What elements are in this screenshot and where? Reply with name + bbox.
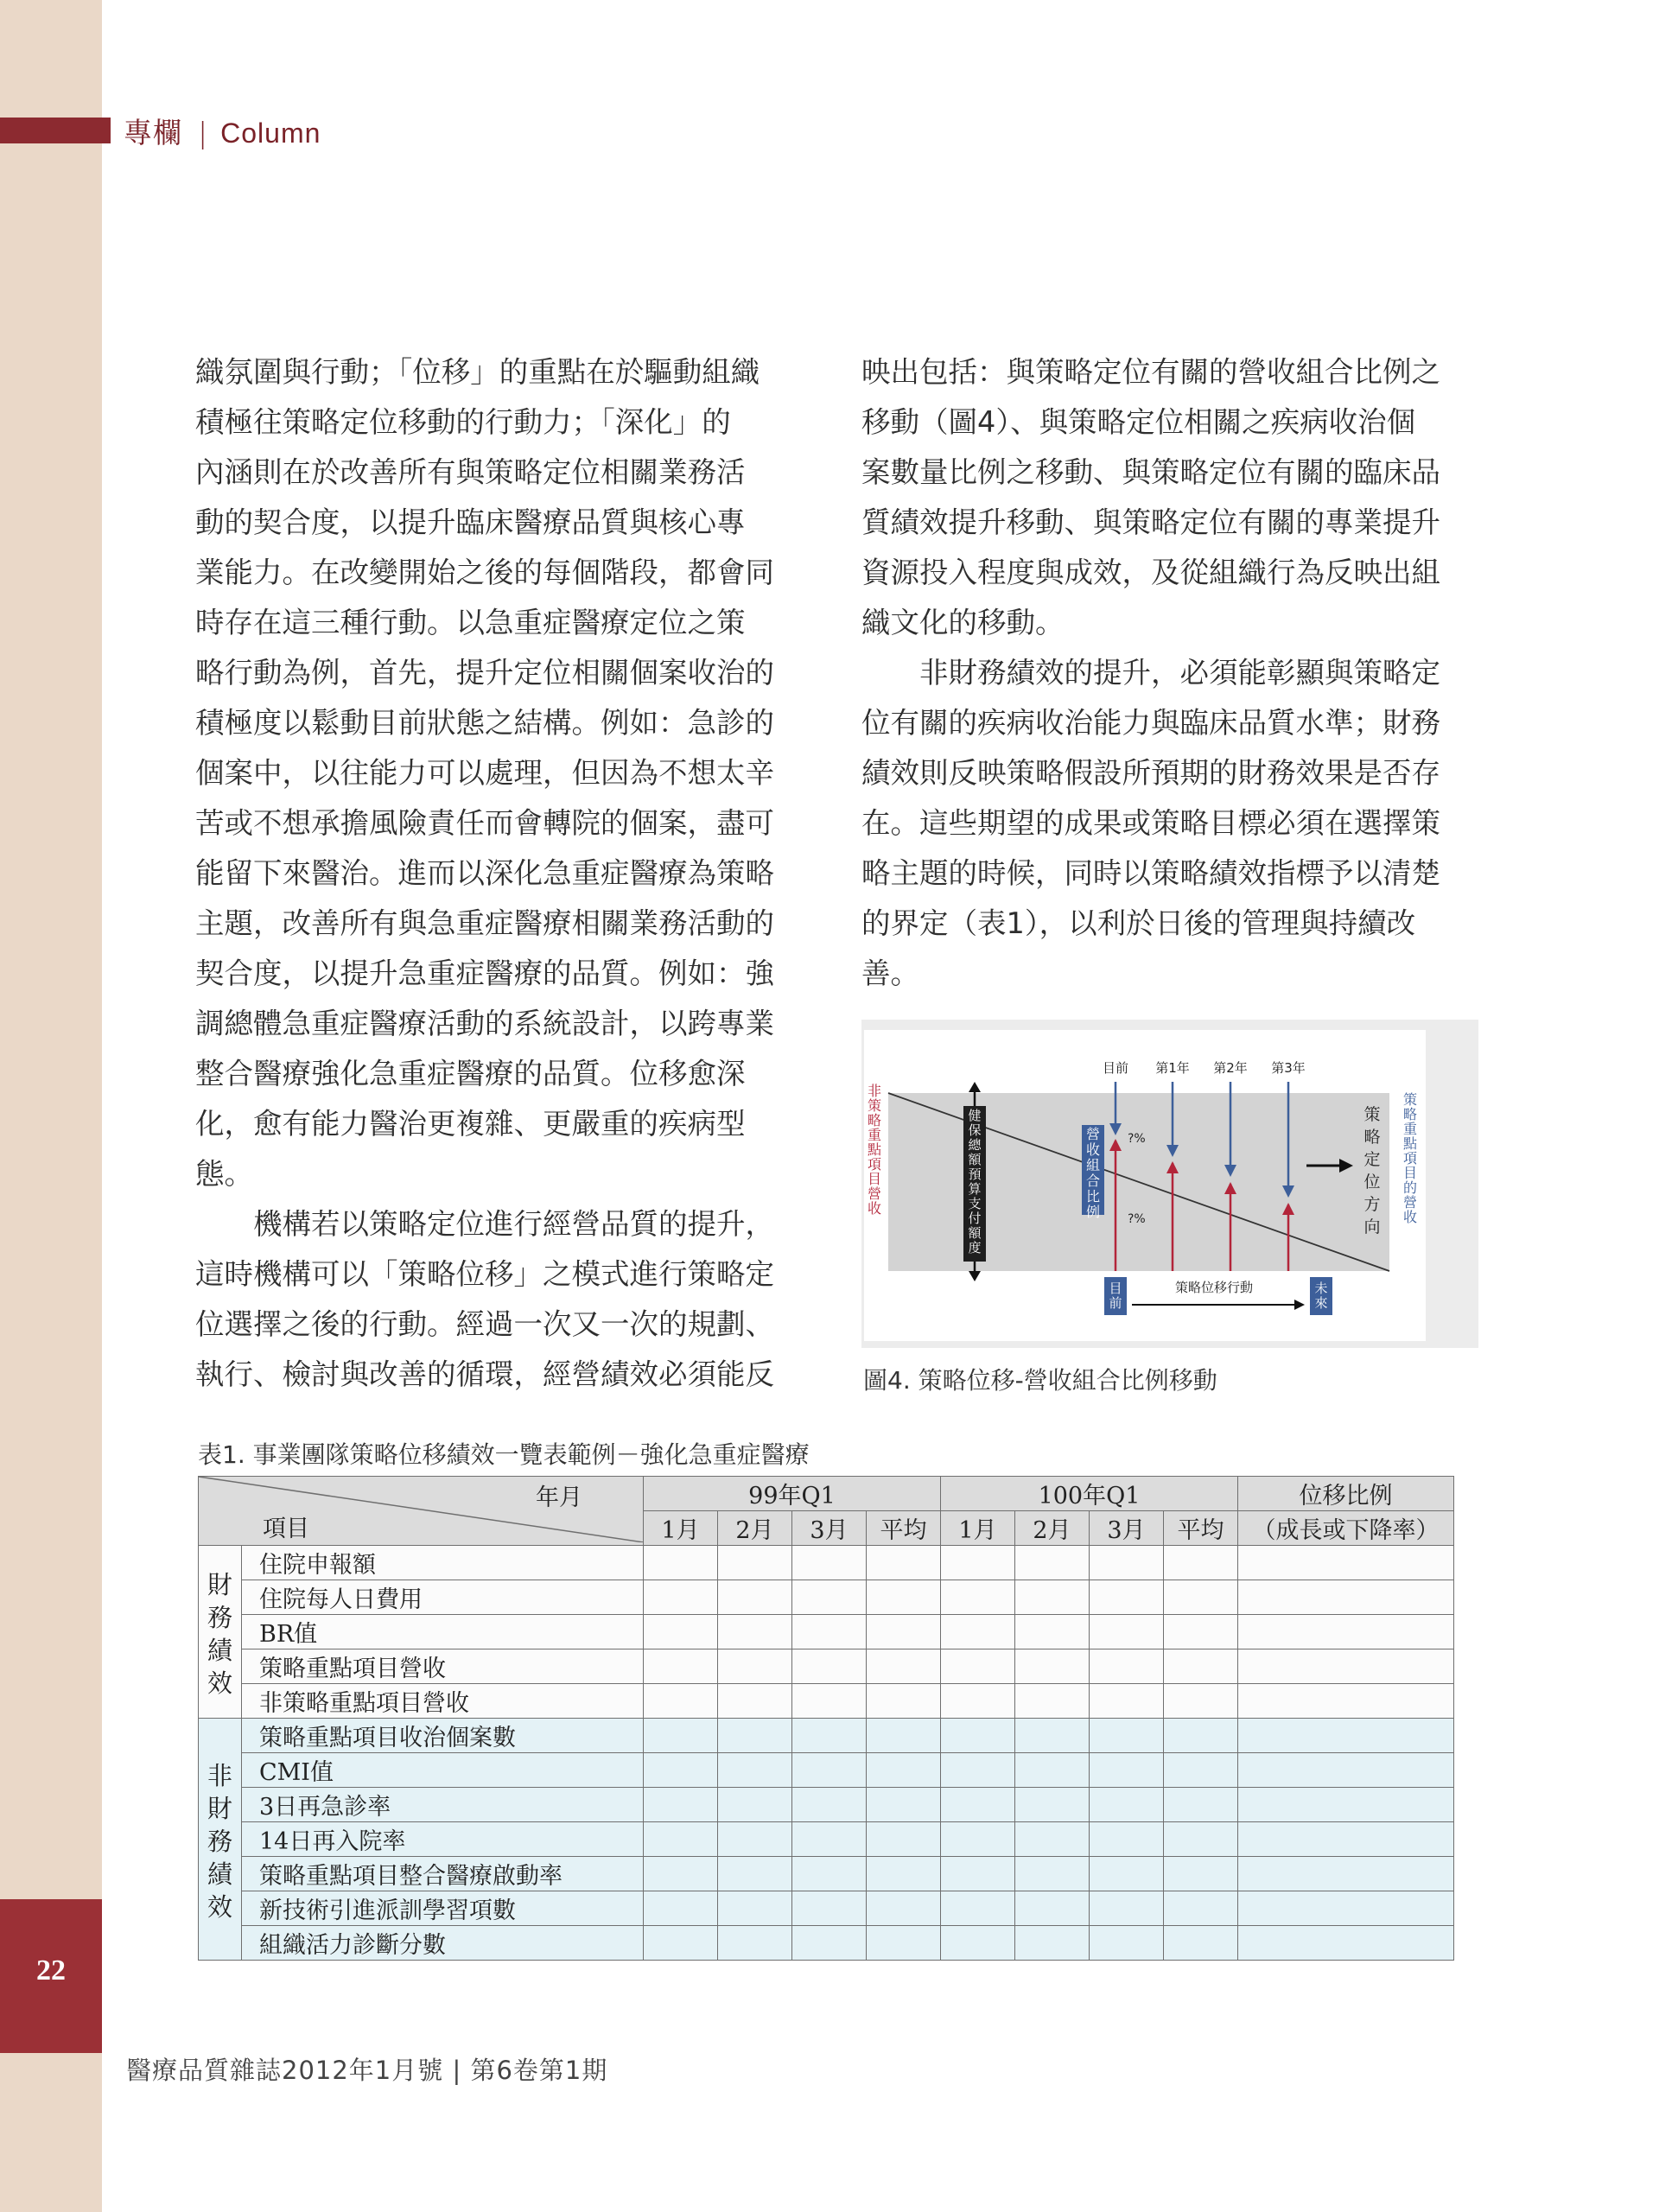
body-text-line: 善。	[861, 957, 919, 990]
table-cell	[718, 1719, 792, 1753]
header-month: 3月	[792, 1511, 867, 1546]
body-text-line: 質績效提升移動、與策略定位有關的專業提升	[861, 505, 1440, 539]
table-cell	[718, 1926, 792, 1961]
table-row	[199, 1926, 1454, 1961]
section-title: 專欄	[124, 116, 182, 149]
table-cell	[867, 1926, 941, 1961]
table-cell	[1238, 1580, 1454, 1615]
body-text-line: 調總體急重症醫療活動的系統設計，以跨專業	[195, 1007, 774, 1040]
body-text-line: 苦或不想承擔風險責任而會轉院的個案，盡可	[195, 806, 774, 840]
table-cell	[718, 1580, 792, 1615]
table-row	[199, 1753, 1454, 1788]
table-cell	[1090, 1615, 1164, 1649]
table-cell	[867, 1788, 941, 1822]
table-cell	[941, 1649, 1015, 1684]
row-item-label: 策略重點項目整合醫療啟動率	[242, 1857, 644, 1891]
table-cell	[1238, 1719, 1454, 1753]
table-cell	[718, 1684, 792, 1719]
table-cell	[792, 1615, 867, 1649]
table-cell	[941, 1719, 1015, 1753]
header-month: 1月	[941, 1511, 1015, 1546]
body-text-line: 這時機構可以「策略位移」之模式進行策略定	[195, 1257, 774, 1291]
body-text-line: 積極度以鬆動目前狀態之結構。例如：急診的	[195, 706, 774, 740]
table-row	[199, 1649, 1454, 1684]
table-corner-header	[199, 1477, 644, 1546]
table-cell	[867, 1580, 941, 1615]
table-cell	[1090, 1926, 1164, 1961]
table-cell	[1015, 1546, 1090, 1580]
header-item: 項目	[263, 1516, 309, 1542]
table-cell	[1090, 1546, 1164, 1580]
body-text-line: 略行動為例，首先，提升定位相關個案收治的	[195, 656, 774, 690]
table-cell	[941, 1857, 1015, 1891]
time-label-year2: 第2年	[1213, 1060, 1248, 1076]
table-row	[199, 1891, 1454, 1926]
body-text-line: 能留下來醫治。進而以深化急重症醫療為策略	[195, 856, 774, 890]
table-cell	[1090, 1857, 1164, 1891]
table-cell	[792, 1926, 867, 1961]
table-cell	[644, 1753, 718, 1788]
future-label: 未來	[1314, 1281, 1328, 1311]
table-cell	[1015, 1649, 1090, 1684]
row-item-label: 策略重點項目營收	[242, 1649, 644, 1684]
body-text-line: 契合度，以提升急重症醫療的品質。例如：強	[195, 957, 774, 990]
table-cell	[644, 1615, 718, 1649]
group-label: 財 務 績 效	[199, 1546, 242, 1719]
table-cell	[1164, 1580, 1238, 1615]
table-cell	[792, 1719, 867, 1753]
table-cell	[941, 1615, 1015, 1649]
body-text-line: 業能力。在改變開始之後的每個階段，都會同	[195, 556, 774, 589]
table-cell	[867, 1684, 941, 1719]
table-cell	[1090, 1649, 1164, 1684]
table-cell	[1015, 1719, 1090, 1753]
table-row	[199, 1857, 1454, 1891]
action-label: 策略位移行動	[1174, 1280, 1254, 1295]
body-text-line: 織文化的移動。	[861, 606, 1065, 639]
row-item-label: 組織活力診斷分數	[242, 1926, 644, 1961]
pct-bottom: ?%	[1128, 1212, 1146, 1226]
figure-4	[864, 1030, 1426, 1341]
budget-label: 健保總額預算支付額度	[968, 1108, 982, 1255]
table-cell	[1238, 1822, 1454, 1857]
ratio-label: 營收組合比例	[1085, 1126, 1101, 1220]
body-text-line: 執行、檢討與改善的循環，經營績效必須能反	[195, 1357, 774, 1391]
non-strategic-revenue-label: 非策略重點項目營收	[867, 1083, 882, 1217]
table-cell	[792, 1822, 867, 1857]
body-text-line: 略主題的時候，同時以策略績效指標予以清楚	[861, 856, 1440, 890]
table-row	[199, 1822, 1454, 1857]
table-cell	[941, 1926, 1015, 1961]
table-cell	[941, 1822, 1015, 1857]
table-cell	[644, 1822, 718, 1857]
table-cell	[1164, 1719, 1238, 1753]
table-cell	[1015, 1891, 1090, 1926]
table-cell	[644, 1857, 718, 1891]
page-number: 22	[36, 1955, 66, 1986]
table-row	[199, 1684, 1454, 1719]
budget-arrow-up	[969, 1082, 981, 1092]
body-text-line: 的界定（表1），以利於日後的管理與持續改	[861, 906, 1416, 940]
body-text-line: 內涵則在於改善所有與策略定位相關業務活	[195, 455, 746, 489]
group-label: 非 財 務 績 效	[199, 1719, 242, 1961]
table-cell	[644, 1719, 718, 1753]
direction-label: 策略定位方向	[1363, 1105, 1381, 1236]
header-period-2: 100年Q1	[941, 1477, 1238, 1511]
table-cell	[792, 1649, 867, 1684]
time-label-current: 目前	[1102, 1060, 1129, 1076]
table-cell	[1015, 1788, 1090, 1822]
body-text-line: 績效則反映策略假設所預期的財務效果是否存	[861, 756, 1440, 790]
header-month: 1月	[644, 1511, 718, 1546]
revenue-mix-diagram	[864, 1030, 1426, 1341]
table-cell	[941, 1788, 1015, 1822]
table-cell	[644, 1580, 718, 1615]
table-cell	[1015, 1822, 1090, 1857]
table-cell	[792, 1684, 867, 1719]
table-cell	[718, 1891, 792, 1926]
table-cell	[718, 1649, 792, 1684]
table-cell	[1090, 1753, 1164, 1788]
row-item-label: BR值	[242, 1615, 644, 1649]
table-cell	[867, 1753, 941, 1788]
header-year-month: 年月	[536, 1484, 582, 1511]
table-cell	[1015, 1615, 1090, 1649]
table-cell	[1238, 1788, 1454, 1822]
body-text-line: 織氛圍與行動；「位移」的重點在於驅動組織	[195, 355, 760, 389]
table-cell	[1164, 1857, 1238, 1891]
table-cell	[941, 1753, 1015, 1788]
body-text-line: 在。這些期望的成果或策略目標必須在選擇策	[861, 806, 1440, 840]
table-cell	[1090, 1684, 1164, 1719]
table-cell	[1164, 1891, 1238, 1926]
table-cell	[1015, 1926, 1090, 1961]
table-cell	[1238, 1753, 1454, 1788]
table-cell	[1238, 1649, 1454, 1684]
table-cell	[644, 1926, 718, 1961]
table-cell	[1090, 1822, 1164, 1857]
table-cell	[867, 1649, 941, 1684]
row-item-label: 非策略重點項目營收	[242, 1684, 644, 1719]
row-item-label: CMI值	[242, 1753, 644, 1788]
table-cell	[1238, 1546, 1454, 1580]
header-month: 平均	[867, 1511, 941, 1546]
header-separator: |	[198, 116, 209, 149]
table-cell	[1238, 1857, 1454, 1891]
table-cell	[1164, 1788, 1238, 1822]
action-arrowhead	[1294, 1300, 1305, 1310]
right-text-column	[861, 347, 1475, 999]
table-cell	[718, 1546, 792, 1580]
table-cell	[1090, 1788, 1164, 1822]
table-cell	[941, 1684, 1015, 1719]
table-row	[199, 1546, 1454, 1580]
header-accent-bar	[0, 118, 111, 143]
row-item-label: 住院每人日費用	[242, 1580, 644, 1615]
body-text-line: 位有關的疾病收治能力與臨床品質水準；財務	[861, 706, 1440, 740]
table-cell	[792, 1580, 867, 1615]
table-cell	[792, 1891, 867, 1926]
table-cell	[867, 1719, 941, 1753]
table-cell	[867, 1546, 941, 1580]
table-cell	[1238, 1615, 1454, 1649]
row-item-label: 新技術引進派訓學習項數	[242, 1891, 644, 1926]
table-row	[199, 1788, 1454, 1822]
header-month: 2月	[1015, 1511, 1090, 1546]
table-cell	[1164, 1546, 1238, 1580]
table-row	[199, 1580, 1454, 1615]
table-cell	[644, 1788, 718, 1822]
table-row	[199, 1719, 1454, 1753]
body-text-line: 整合醫療強化急重症醫療的品質。位移愈深	[195, 1057, 746, 1090]
header-month: 2月	[718, 1511, 792, 1546]
table-cell	[792, 1788, 867, 1822]
table-title: 表1. 事業團隊策略位移績效一覽表範例－強化急重症醫療	[198, 1440, 810, 1469]
section-header	[124, 111, 321, 151]
body-text-line: 機構若以策略定位進行經營品質的提升，	[195, 1207, 774, 1241]
current-label: 目前	[1109, 1281, 1122, 1311]
body-text-line: 態。	[195, 1157, 253, 1191]
table-cell	[718, 1822, 792, 1857]
table-row	[199, 1615, 1454, 1649]
table-cell	[718, 1788, 792, 1822]
body-text-line: 資源投入程度與成效，及從組織行為反映出組	[861, 556, 1440, 589]
journal-footer: 醫療品質雜誌2012年1月號 | 第6卷第1期	[126, 2056, 608, 2085]
table-cell	[718, 1753, 792, 1788]
table-cell	[1238, 1926, 1454, 1961]
table-cell	[867, 1857, 941, 1891]
table-cell	[644, 1684, 718, 1719]
table-cell	[792, 1857, 867, 1891]
body-text-line: 動的契合度，以提升臨床醫療品質與核心專	[195, 505, 746, 539]
table-cell	[867, 1891, 941, 1926]
table-cell	[1090, 1719, 1164, 1753]
body-text-line: 積極往策略定位移動的行動力；「深化」的	[195, 405, 731, 439]
table-cell	[1164, 1649, 1238, 1684]
table-cell	[1164, 1684, 1238, 1719]
body-text-line: 主題，改善所有與急重症醫療相關業務活動的	[195, 906, 774, 940]
row-item-label: 3日再急診率	[242, 1788, 644, 1822]
table-cell	[941, 1580, 1015, 1615]
table-cell	[941, 1546, 1015, 1580]
performance-table	[198, 1476, 1454, 1961]
figure-caption: 圖4. 策略位移-營收組合比例移動	[863, 1366, 1217, 1395]
table-cell	[718, 1615, 792, 1649]
section-subtitle: Column	[220, 118, 321, 149]
table-cell	[792, 1546, 867, 1580]
header-shift-ratio-sub: （成長或下降率）	[1238, 1511, 1454, 1546]
header-month: 平均	[1164, 1511, 1238, 1546]
table-cell	[1164, 1615, 1238, 1649]
body-text-line: 化，愈有能力醫治更複雜、更嚴重的疾病型	[195, 1107, 746, 1141]
time-label-year3: 第3年	[1271, 1060, 1306, 1076]
row-item-label: 14日再入院率	[242, 1822, 644, 1857]
row-item-label: 住院申報額	[242, 1546, 644, 1580]
budget-arrow-down	[969, 1271, 981, 1281]
table-cell	[1238, 1891, 1454, 1926]
table-cell	[1015, 1684, 1090, 1719]
left-text-column	[195, 347, 800, 1400]
header-month: 3月	[1090, 1511, 1164, 1546]
table-cell	[1164, 1926, 1238, 1961]
body-text-line: 映出包括：與策略定位有關的營收組合比例之	[861, 355, 1440, 389]
table-cell	[1015, 1857, 1090, 1891]
table-cell	[644, 1546, 718, 1580]
body-text-line: 個案中，以往能力可以處理，但因為不想太辛	[195, 756, 774, 790]
page-side-strip	[0, 0, 102, 2212]
strategic-revenue-label: 策略重點項目的營收	[1402, 1091, 1418, 1225]
table-cell	[1164, 1822, 1238, 1857]
time-label-year1: 第1年	[1155, 1060, 1190, 1076]
table-cell	[1090, 1580, 1164, 1615]
header-shift-ratio: 位移比例	[1238, 1477, 1454, 1511]
table-cell	[941, 1891, 1015, 1926]
body-text-line: 非財務績效的提升，必須能彰顯與策略定	[861, 656, 1440, 690]
table-cell	[1164, 1753, 1238, 1788]
table-cell	[1015, 1753, 1090, 1788]
header-period-1: 99年Q1	[644, 1477, 941, 1511]
table-cell	[718, 1857, 792, 1891]
body-text-line: 時存在這三種行動。以急重症醫療定位之策	[195, 606, 746, 639]
table-cell	[1015, 1580, 1090, 1615]
body-text-line: 案數量比例之移動、與策略定位有關的臨床品	[861, 455, 1440, 489]
table-cell	[867, 1822, 941, 1857]
table-cell	[644, 1649, 718, 1684]
table-cell	[644, 1891, 718, 1926]
row-item-label: 策略重點項目收治個案數	[242, 1719, 644, 1753]
table-cell	[1090, 1891, 1164, 1926]
table-cell	[867, 1615, 941, 1649]
pct-top: ?%	[1128, 1132, 1146, 1146]
body-text-line: 移動（圖4）、與策略定位相關之疾病收治個	[861, 405, 1416, 439]
table-cell	[1238, 1684, 1454, 1719]
body-text-line: 位選擇之後的行動。經過一次又一次的規劃、	[195, 1307, 774, 1341]
table-cell	[792, 1753, 867, 1788]
